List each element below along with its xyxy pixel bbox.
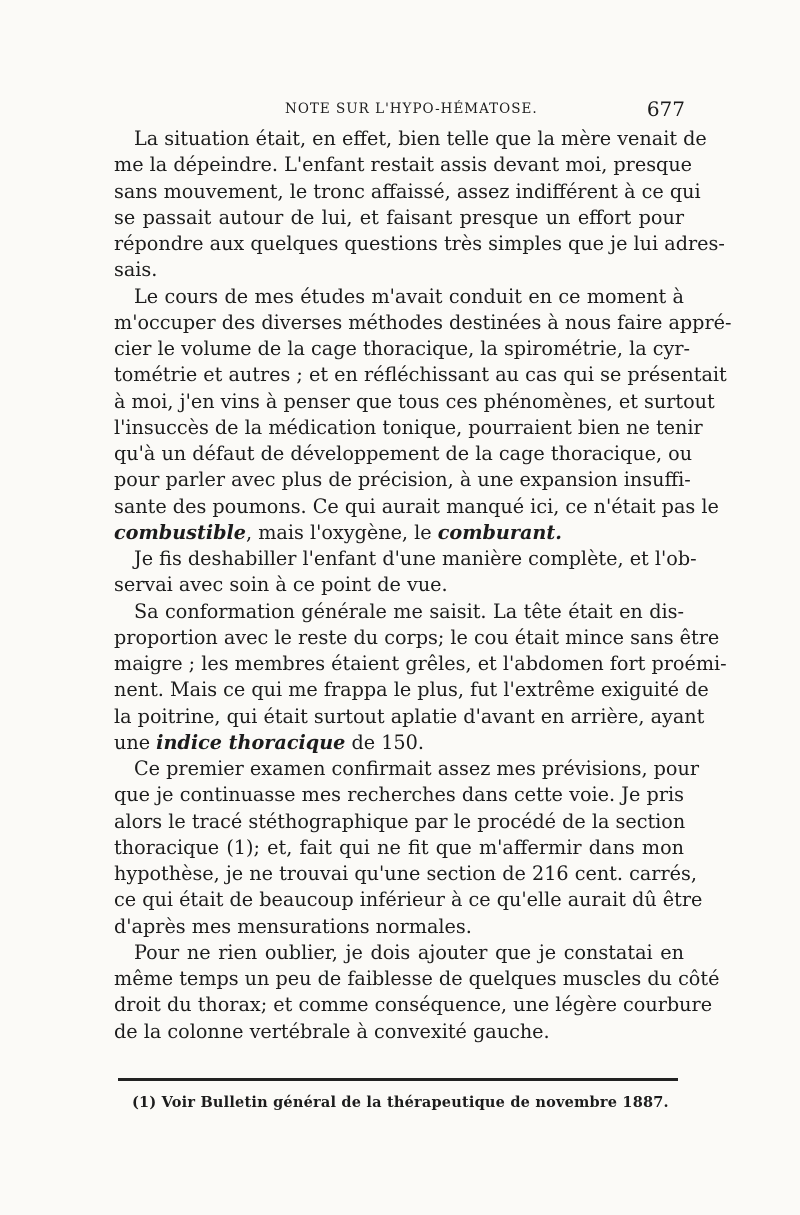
text-line: proportion avec le reste du corps; le cou était mince sans être bbox=[114, 625, 720, 649]
text-line: Pour ne rien oublier, je dois ajouter que je constatai en bbox=[134, 940, 684, 964]
text-fragment: une bbox=[114, 730, 157, 754]
italic-term: combustible bbox=[114, 520, 247, 544]
text-line: répondre aux quelques questions très simples que je lui adres- bbox=[114, 232, 725, 255]
text-line: à moi, j'en vins à penser que tous ces phénomènes, et surtout bbox=[114, 389, 715, 413]
text-line: m'occuper des diverses méthodes destinées à nous faire appré- bbox=[114, 310, 732, 334]
text-line: alors le tracé stéthographique par le procédé de la section bbox=[114, 809, 686, 833]
text-line bbox=[114, 520, 684, 546]
italic-term: indice thoracique bbox=[156, 730, 346, 754]
page-number: 677 bbox=[646, 97, 685, 121]
paragraph-4 bbox=[114, 599, 727, 757]
text-line: thoracique (1); et, fait qui ne fit que m'affermir dans mon bbox=[114, 835, 684, 859]
paragraph-1 bbox=[114, 126, 725, 284]
text-line: sais. bbox=[114, 258, 158, 282]
text-line: servai avec soin à ce point de vue. bbox=[114, 573, 448, 597]
text-line: pour parler avec plus de précision, à une expansion insuffi- bbox=[114, 468, 691, 492]
text-line: Ce premier examen confirmait assez mes prévisions, pour bbox=[134, 757, 700, 780]
body-text bbox=[114, 126, 732, 1045]
text-line: maigre ; les membres étaient grêles, et l'abdomen fort proémi- bbox=[114, 652, 727, 675]
text-line: la poitrine, qui était surtout aplatie d'avant en arrière, ayant bbox=[114, 704, 705, 728]
running-head bbox=[115, 97, 685, 121]
paragraph-5 bbox=[114, 756, 703, 940]
text-line: sans mouvement, le tronc affaissé, assez indifférent à ce qui bbox=[114, 179, 701, 203]
paragraph-6 bbox=[114, 940, 720, 1045]
paragraph-3 bbox=[114, 546, 697, 599]
text-line: que je continuasse mes recherches dans cette voie. Je pris bbox=[114, 783, 684, 807]
text-line bbox=[114, 730, 684, 756]
italic-term: comburant. bbox=[437, 520, 562, 544]
running-title: NOTE SUR L'HYPO-HÉMATOSE. bbox=[285, 101, 538, 117]
text-line: ce qui était de beaucoup inférieur à ce qu'elle aurait dû être bbox=[114, 888, 703, 912]
text-line: La situation était, en effet, bien telle que la mère venait de bbox=[134, 127, 707, 150]
text-line: nent. Mais ce qui me frappa le plus, fut l'extrême exiguité de bbox=[114, 678, 709, 702]
text-line: me la dépeindre. L'enfant restait assis devant moi, presque bbox=[114, 153, 693, 177]
text-line: Je fis deshabiller l'enfant d'une manière complète, et l'ob- bbox=[134, 547, 697, 570]
text-line: Le cours de mes études m'avait conduit en ce moment à bbox=[134, 284, 684, 308]
text-line: hypothèse, je ne trouvai qu'une section de 216 cent. carrés, bbox=[114, 862, 697, 885]
text-line: se passait autour de lui, et faisant presque un effort pour bbox=[114, 205, 684, 229]
text-fragment: de 150. bbox=[345, 730, 424, 754]
text-line: d'après mes mensurations normales. bbox=[114, 914, 472, 938]
text-line: de la colonne vertébrale à convexité gauche. bbox=[114, 1019, 550, 1043]
text-fragment: , mais l'oxygène, le bbox=[246, 520, 438, 544]
footnote: (1) Voir Bulletin général de la thérapeutique de novembre 1887. bbox=[132, 1094, 669, 1111]
text-line: qu'à un défaut de développement de la cage thoracique, ou bbox=[114, 442, 693, 465]
text-line: l'insuccès de la médication tonique, pourraient bien ne tenir bbox=[114, 415, 703, 439]
text-line: Sa conformation générale me saisit. La tête était en dis- bbox=[134, 599, 684, 623]
paragraph-2 bbox=[114, 284, 732, 547]
text-line: tométrie et autres ; et en réfléchissant au cas qui se présentait bbox=[114, 363, 727, 387]
text-line: droit du thorax; et comme conséquence, une légère courbure bbox=[114, 993, 713, 1017]
text-line: sante des poumons. Ce qui aurait manqué ici, ce n'était pas le bbox=[114, 494, 719, 518]
footnote-divider bbox=[118, 1078, 678, 1081]
text-line: cier le volume de la cage thoracique, la spirométrie, la cyr- bbox=[114, 337, 690, 360]
text-line: même temps un peu de faiblesse de quelques muscles du côté bbox=[114, 967, 720, 990]
